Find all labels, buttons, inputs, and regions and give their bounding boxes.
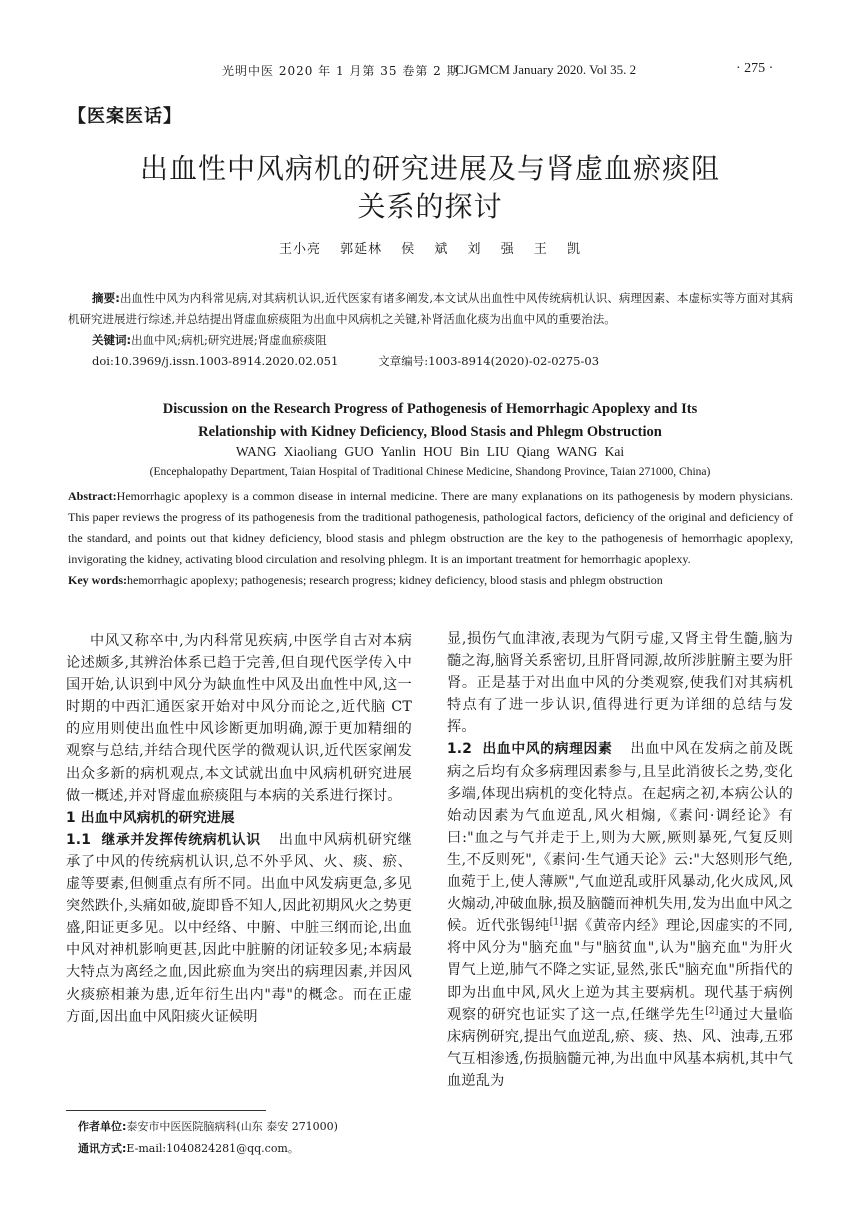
- english-title: [0, 398, 860, 444]
- abstract-cn: [68, 288, 793, 372]
- footnote-divider: [66, 1110, 266, 1111]
- article-number: 文章编号:1003-8914(2020)-02-0275-03: [378, 354, 600, 368]
- section-tag: 【医案医话】: [68, 106, 182, 127]
- continued-paragraph: 显,损伤气血津液,表现为气阴亏虚,又肾主骨生髓,脑为髓之海,脑肾关系密切,且肝肾同源,故所涉脏腑主要为肝肾。正是基于对出血中风的分类观察,使我们对其病机特点有了进一步认识,值得进行更为详细的总结与发挥。: [447, 631, 793, 736]
- journal-name-cn: 光明中医 2020 年 1 月第 35 卷第 2 期: [222, 64, 460, 78]
- intro-paragraph: 中风又称卒中,为内科常见疾病,中医学自古对本病论述颇多,其辨治体系已趋于完善,但自现代医学传入中国开始,认识到中风分为缺血性中风及出血性中风,这一时期的中西汇通医家开始对中风分而论之,近代脑 CT 的应用则使出血性中风诊断更加明确,源于更加精细的观察与总结,并结合现代医学的微观认识,近代医家阐发出众多新的病机观点,本文试就出血中风病机研究进展做一概述,并对肾虚血瘀痰阻与本病的关系进行探讨。: [66, 633, 412, 804]
- english-title-line-1: Discussion on the Research Progress of Pathogenesis of Hemorrhagic Apoplexy and Its: [162, 401, 698, 417]
- abstract-text: 出血性中风为内科常见病,对其病机认识,近代医家有诸多阐发,本文试从出血性中风传统病机认识、病理因素、本虚标实等方面对其病机研究进展进行综述,并总结提出肾虚血瘀痰阻为出血中风病机之关键,补肾活血化痰为出血中风的重要治法。: [68, 291, 793, 326]
- authors-cn: 王小亮 郭延林 侯 斌 刘 强 王 凯: [279, 242, 581, 257]
- subsection-title: 继承并发挥传统病机认识: [101, 831, 261, 848]
- section-heading-1: 1 出血中风病机的研究进展: [66, 809, 235, 826]
- english-keywords-label: Key words:: [68, 573, 127, 587]
- body-column-right: [447, 628, 793, 1092]
- page-number: · 275 ·: [736, 61, 774, 76]
- subsection-text: 出血中风病机研究继承了中风的传统病机认识,总不外乎风、火、痰、瘀、虚等要素,但侧重点有所不同。出血中风发病更急,多见突然跌仆,头痛如破,旋即昏不知人,因此初期风火之势更盛,阳证更多见。以中经络、中腑、中脏三纲而论,出血中风对神机影响更甚,因此中脏腑的闭证较多见;本病最大特点为离经之血,因此瘀血为突出的病理因素,并因风火痰瘀相兼为患,近年衍生出内"毒"的概念。而在正虚方面,因出血中风阳痰火证候明: [66, 831, 412, 1025]
- english-title-line-2: Relationship with Kidney Deficiency, Blood Stasis and Phlegm Obstruction: [198, 424, 662, 440]
- english-abstract-text: Hemorrhagic apoplexy is a common disease in internal medicine. There are many explanations on its pathogenesis by modern physicians. This paper reviews the progress of its pathogenesis from the traditional pathogenesis, pathological factors, deficiency of the original and deficiency of the standard, and points out that kidney deficiency, blood stasis and phlegm obstruction are the key to the pathogenesis of hemorrhagic apoplexy, invigorating the kidney, activating blood circulation and resolving phlegm. It is an important treatment for hemorrhagic apoplexy.: [68, 489, 793, 566]
- reference-marker: [2]: [705, 1005, 719, 1016]
- english-authors: WANG Xiaoliang GUO Yanlin HOU Bin LIU Qiang WANG Kai: [235, 444, 625, 459]
- author-unit-label: 作者单位:: [78, 1120, 127, 1133]
- contact-email: E-mail:1040824281@qq.com。: [126, 1142, 299, 1155]
- contact-label: 通讯方式:: [78, 1142, 127, 1155]
- subsection-1-1: [66, 829, 412, 1028]
- english-abstract: [68, 486, 793, 591]
- english-affiliation: (Encephalopathy Department, Taian Hospital of Traditional Chinese Medicine, Shandong Province, Taian 271000, China): [149, 466, 711, 478]
- subsection-text-b: 据《黄帝内经》理论,因虚实的不同,将中风分为"脑充血"与"脑贫血",认为"脑充血"为肝火胃气上逆,肺气不降之实证,显然,张氏"脑充血"所指代的即为出血中风,风火上逆为其主要病机。现代基于病例观察的研究也证实了这一点,任继学先生: [447, 918, 794, 1023]
- reference-marker: [1]: [549, 917, 564, 928]
- doi: doi:10.3969/j.issn.1003-8914.2020.02.051: [92, 354, 339, 368]
- subsection-number: 1.2: [447, 741, 473, 758]
- running-header: [0, 60, 860, 80]
- subsection-title: 出血中风的病理因素: [482, 741, 613, 758]
- subsection-text-c: 通过大量临床病例研究,提出气血逆乱,瘀、痰、热、风、浊毒,五邪气互相渗透,伤损脑髓元神,为出血中风基本病机,其中气血逆乱为: [447, 1006, 793, 1089]
- journal-name-en: CJGMCM January 2020. Vol 35. 2: [455, 62, 637, 77]
- keywords-text: 出血中风;病机;研究进展;肾虚血瘀痰阻: [131, 333, 327, 347]
- english-keywords-text: hemorrhagic apoplexy; pathogenesis; research progress; kidney deficiency, blood stasis and phlegm obstruction: [127, 573, 663, 587]
- title-line-2: 关系的探讨: [357, 190, 503, 223]
- title-line-1: 出血性中风病机的研究进展及与肾虚血瘀痰阻: [139, 152, 720, 185]
- keywords-label: 关键词:: [92, 333, 132, 347]
- body-column-left: [66, 630, 412, 1028]
- subsection-number: 1.1: [66, 831, 92, 848]
- english-abstract-label: Abstract:: [68, 489, 117, 503]
- footnotes: [78, 1116, 338, 1160]
- abstract-label: 摘要:: [92, 291, 120, 305]
- paper-title: [0, 150, 860, 226]
- author-unit: 泰安市中医医院脑病科(山东 泰安 271000): [126, 1120, 338, 1133]
- subsection-text-a: 出血中风在发病之前及既病之后均有众多病理因素参与,且呈此消彼长之势,变化多端,体现出病机的变化特点。在起病之初,本病公认的始动因素为气血逆乱,风火相煽,《素问·调经论》有曰:"血之与气并走于上,则为大厥,厥则暴死,气复反则生,不反则死",《素问·生气通天论》云:"大怒则形气绝,血菀于上,使人薄厥",气血逆乱或肝风暴动,化火成风,风火煽动,冲破血脉,损及脑髓而神机失用,发为出血中风之候。近代张锡纯: [447, 741, 793, 935]
- subsection-1-2: [447, 738, 793, 1092]
